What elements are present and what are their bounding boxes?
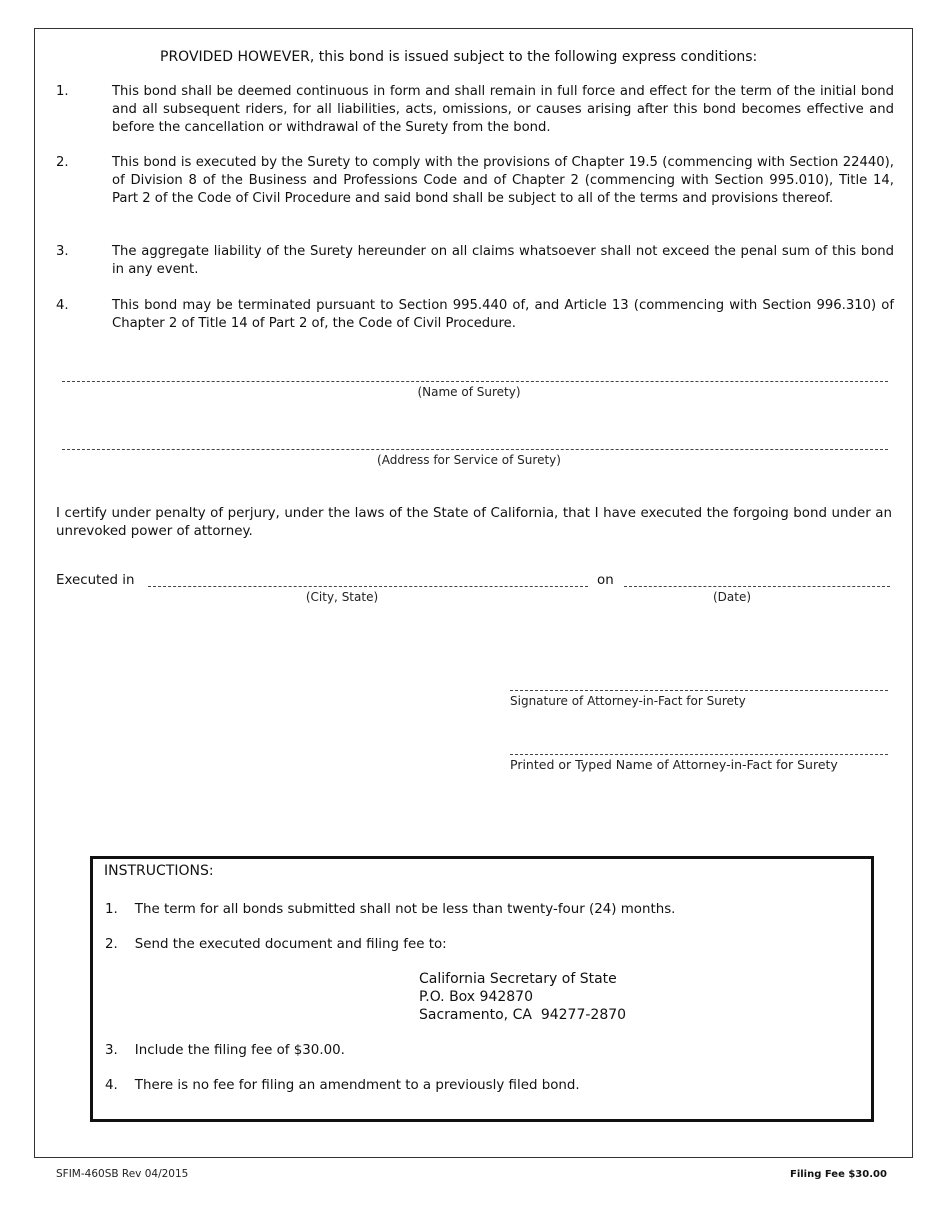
instructions-box <box>90 856 874 1122</box>
surety-name-caption: (Name of Surety) <box>417 385 521 399</box>
form-id: SFIM-460SB Rev 04/2015 <box>56 1168 189 1180</box>
condition-number: 3. <box>56 244 69 259</box>
condition-3 <box>56 243 894 279</box>
condition-4 <box>56 297 894 333</box>
attorney-signature-field[interactable] <box>510 690 888 691</box>
instruction-item: 2. Send the executed document and filing fee to: <box>105 937 447 952</box>
city-state-caption: (City, State) <box>305 590 379 604</box>
surety-address-field[interactable] <box>62 449 888 450</box>
attorney-printed-name-field[interactable] <box>510 754 888 755</box>
executed-in-label: Executed in <box>56 573 135 588</box>
condition-number: 1. <box>56 84 69 99</box>
condition-text: This bond is executed by the Surety to comply with the provisions of Chapter 19.5 (commencing with Section 22440), of Division 8 of the Business and Professions Code and of Chapter 2 (commencing with Section 995.010), Title 14, Part 2 of the Code of Civil Procedure and said bond shall be subject to all of the terms and provisions thereof. <box>112 155 894 206</box>
filing-fee-note: Filing Fee $30.00 <box>790 1169 887 1180</box>
condition-2 <box>56 154 894 208</box>
conditions-intro: PROVIDED HOWEVER, this bond is issued subject to the following express conditions: <box>160 49 758 65</box>
mailing-address <box>419 970 626 1024</box>
instruction-item: 1. The term for all bonds submitted shall not be less than twenty-four (24) months. <box>105 902 676 917</box>
address-line: California Secretary of State <box>419 971 617 987</box>
condition-1 <box>56 83 894 137</box>
address-line: P.O. Box 942870 <box>419 989 533 1005</box>
city-state-field[interactable] <box>148 586 588 587</box>
date-field[interactable] <box>624 586 890 587</box>
certification-statement: I certify under penalty of perjury, under the laws of the State of California, that I have executed the forgoing bond under an unrevoked power of attorney. <box>56 506 892 539</box>
attorney-signature-caption: Signature of Attorney-in-Fact for Surety <box>510 694 746 708</box>
condition-text: The aggregate liability of the Surety hereunder on all claims whatsoever shall not exceed the penal sum of this bond in any event. <box>112 244 894 277</box>
attorney-printed-name-caption: Printed or Typed Name of Attorney-in-Fact for Surety <box>510 757 838 772</box>
on-label: on <box>597 573 614 588</box>
condition-text: This bond shall be deemed continuous in form and shall remain in full force and effect for the term of the initial bond and all subsequent riders, for all liabilities, acts, omissions, or causes arising after this bond becomes effective and before the cancellation or withdrawal of the Surety from the bond. <box>112 84 894 135</box>
surety-address-caption: (Address for Service of Surety) <box>377 453 561 467</box>
condition-number: 2. <box>56 155 69 170</box>
address-line: Sacramento, CA 94277-2870 <box>419 1007 627 1023</box>
instruction-item: 4. There is no fee for filing an amendment to a previously filed bond. <box>105 1078 580 1093</box>
condition-number: 4. <box>56 298 69 313</box>
condition-text: This bond may be terminated pursuant to Section 995.440 of, and Article 13 (commencing with Section 996.310) of Chapter 2 of Title 14 of Part 2 of, the Code of Civil Procedure. <box>112 298 894 331</box>
surety-name-field[interactable] <box>62 381 888 382</box>
instruction-item: 3. Include the filing fee of $30.00. <box>105 1043 345 1058</box>
instructions-header: INSTRUCTIONS: <box>104 863 214 879</box>
date-caption: (Date) <box>712 590 752 604</box>
